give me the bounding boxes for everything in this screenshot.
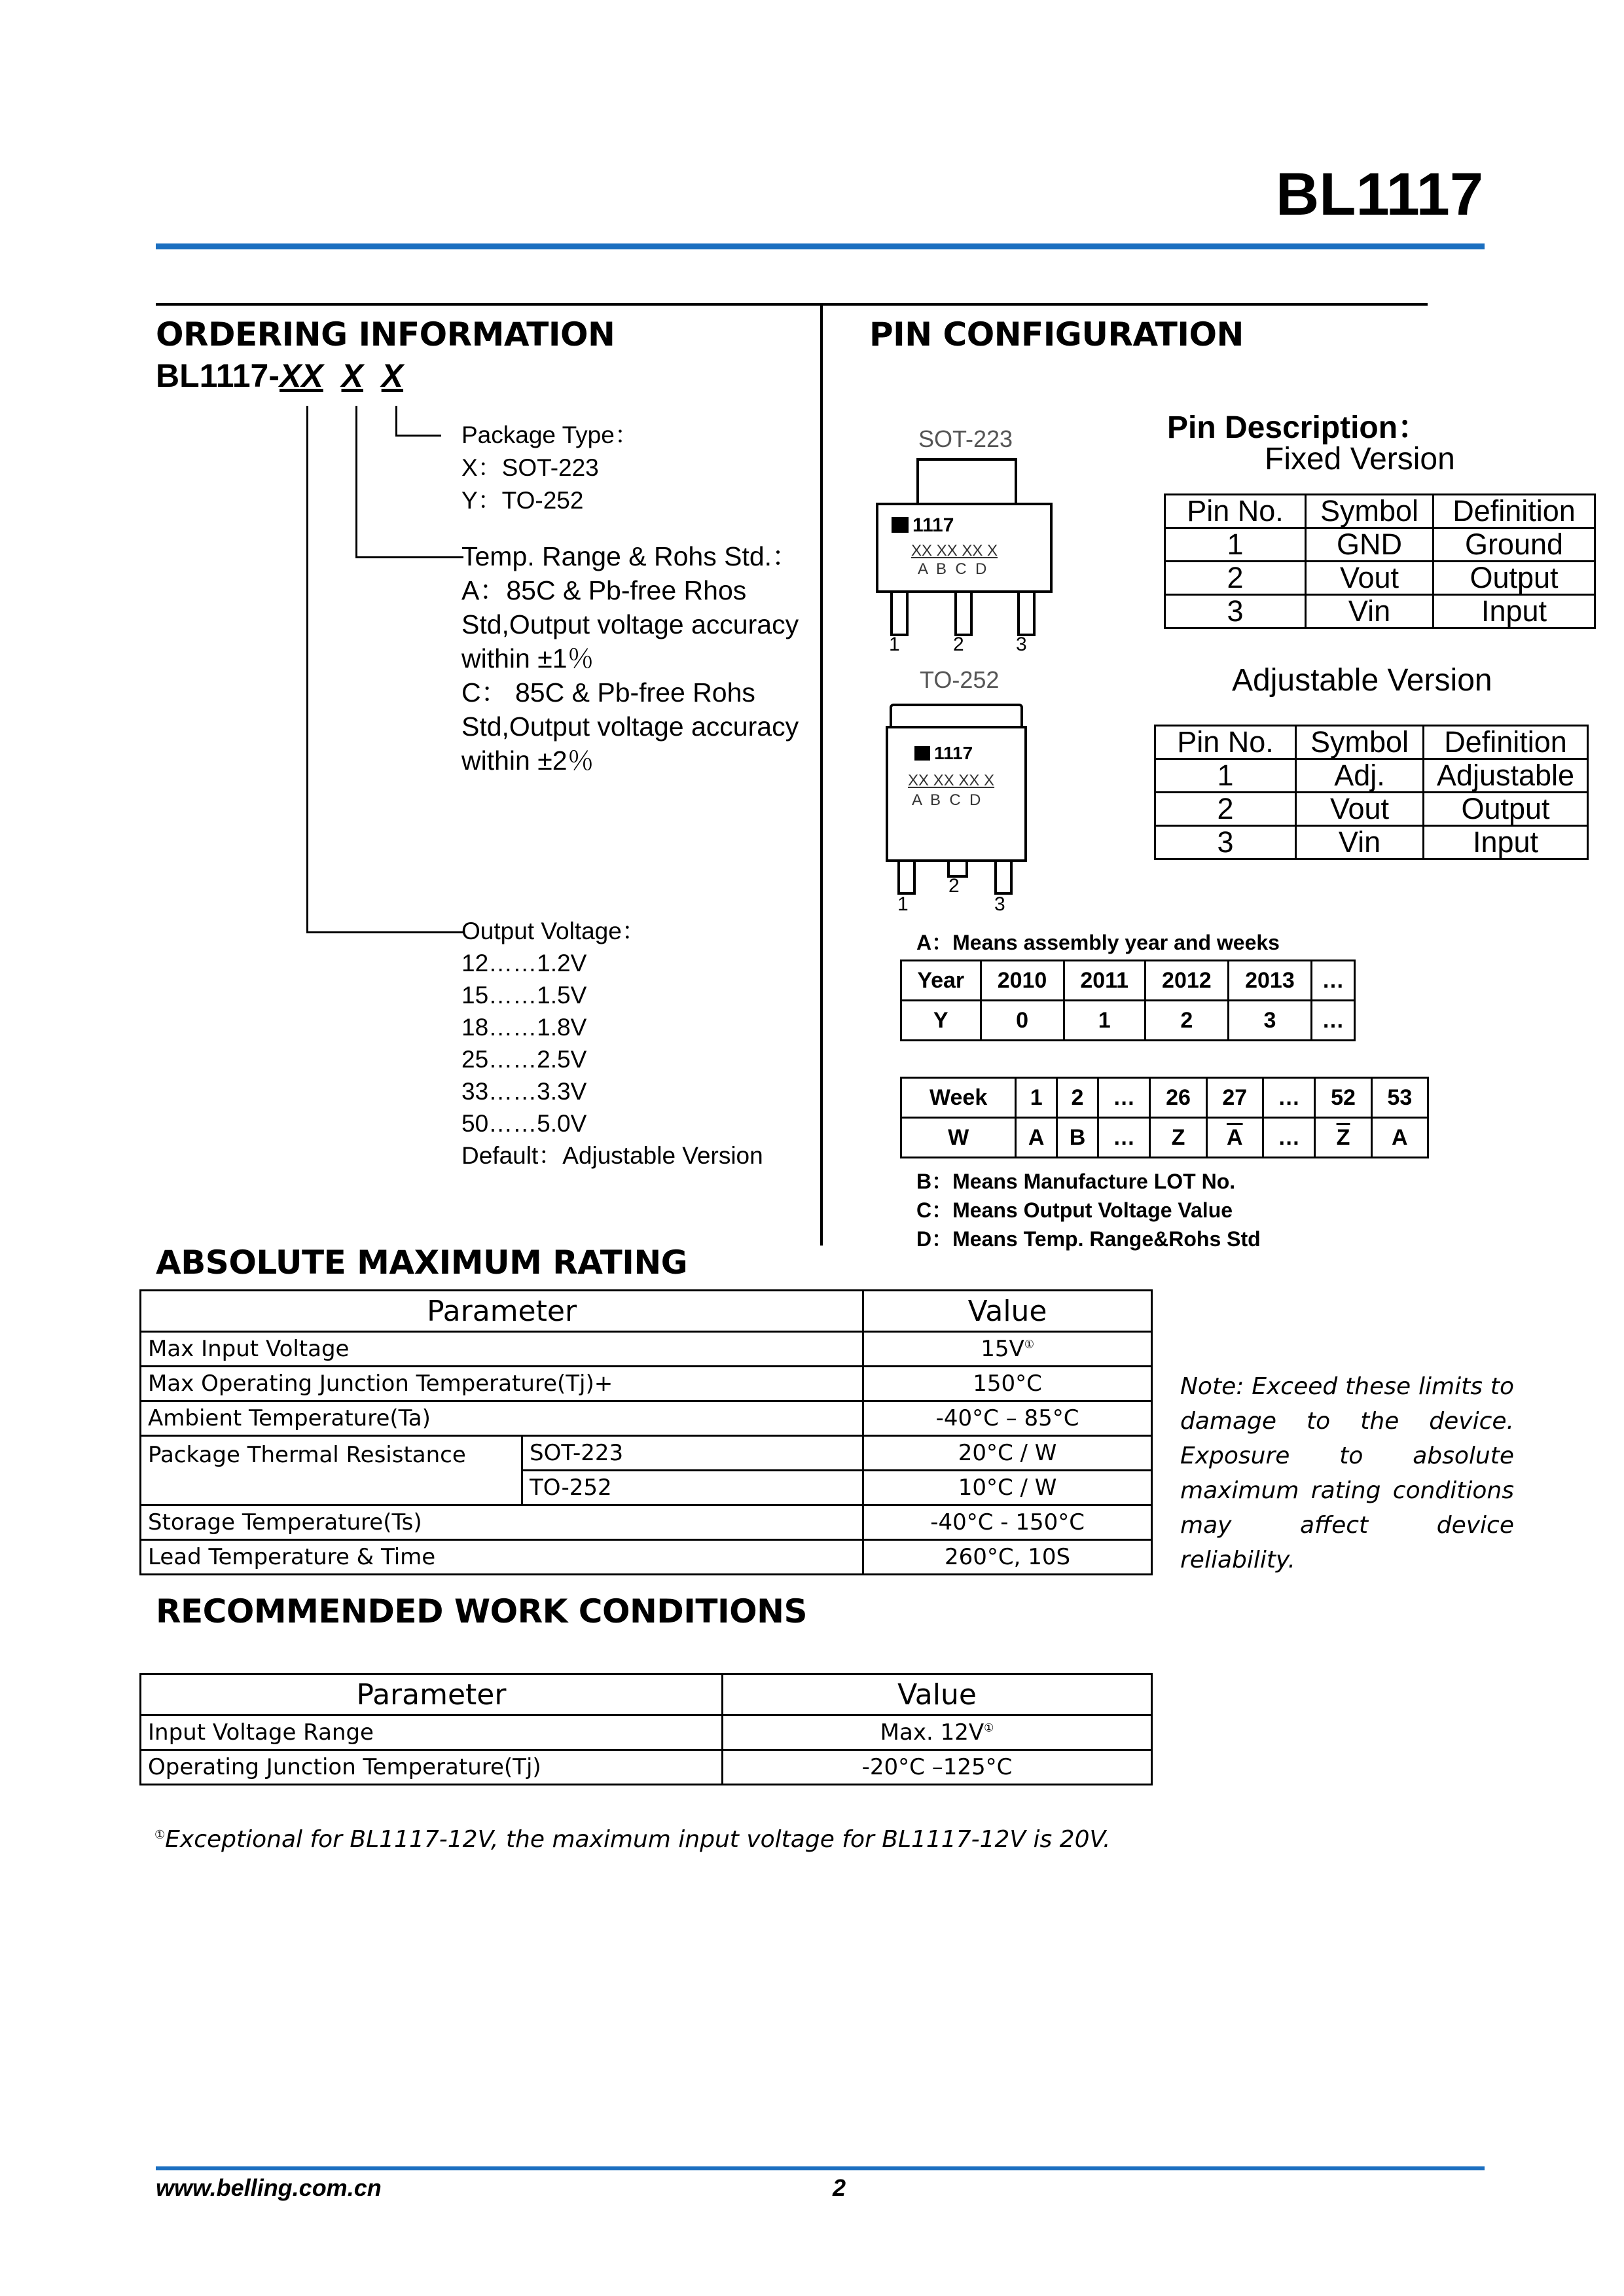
output-voltage-line: 12……1.2V <box>461 950 587 977</box>
table-row <box>141 1367 1152 1401</box>
table-cell: 2 <box>1165 562 1306 595</box>
adjustable-version-title: Adjustable Version <box>1232 663 1492 698</box>
marking-note-a: A：Means assembly year and weeks <box>916 931 1280 954</box>
table-row <box>901 1118 1428 1158</box>
page-number: 2 <box>833 2174 846 2201</box>
table-cell: Lead Temperature & Time <box>141 1540 863 1575</box>
pin-description-title: Pin Description： <box>1167 410 1430 445</box>
table-row <box>141 1505 1152 1540</box>
table-cell: A <box>1371 1118 1428 1158</box>
table-cell: Input Voltage Range <box>141 1715 723 1750</box>
table-cell: Year <box>901 961 981 1001</box>
table-row <box>1165 595 1595 628</box>
output-voltage-line: 33……3.3V <box>461 1078 587 1105</box>
week-code-table <box>900 1077 1429 1158</box>
table-row <box>1155 793 1588 826</box>
to252-chip-model: 1117 <box>934 743 973 763</box>
sot223-chip-text <box>892 514 954 537</box>
table-cell: Vout <box>1296 793 1424 826</box>
footer-website-link[interactable]: www.belling.com.cn <box>156 2174 382 2201</box>
sot223-label: SOT-223 <box>918 425 1013 452</box>
footnote-mark: ① <box>1024 1338 1034 1352</box>
table-cell: Vin <box>1306 595 1434 628</box>
table-cell: Output <box>1434 562 1595 595</box>
table-cell: $\overline{Z}$ <box>1315 1118 1371 1158</box>
table-cell: 2 <box>1057 1078 1098 1118</box>
table-cell: 2010 <box>981 961 1064 1001</box>
table-cell: 150°C <box>863 1367 1152 1401</box>
table-cell: Vout <box>1306 562 1434 595</box>
table-row <box>901 961 1355 1001</box>
abs-max-table <box>139 1289 1153 1575</box>
sot223-pin-number: 2 <box>953 634 964 655</box>
to252-chip-code: XX XX XX X <box>908 772 995 789</box>
table-cell: 1 <box>1165 528 1306 562</box>
table-row <box>901 1001 1355 1041</box>
pin-config-heading: PIN CONFIGURATION <box>869 315 1244 353</box>
output-voltage-line: 25……2.5V <box>461 1046 587 1073</box>
column-header: Symbol <box>1306 495 1434 528</box>
column-header: Definition <box>1434 495 1595 528</box>
table-cell: Z <box>1150 1118 1206 1158</box>
column-header: Value <box>863 1291 1152 1332</box>
table-row <box>1155 759 1588 793</box>
table-cell: Adjustable <box>1424 759 1588 793</box>
output-voltage-list <box>461 915 763 1172</box>
table-cell: 3 <box>1228 1001 1311 1041</box>
value-text: Max. 12V <box>880 1719 984 1746</box>
temp-range-line: Temp. Range & Rohs Std.： <box>461 541 799 571</box>
belling-logo-icon <box>892 517 909 533</box>
package-type-line: Y：TO-252 <box>461 487 584 514</box>
table-cell: -40°C – 85°C <box>863 1401 1152 1436</box>
table-cell: … <box>1311 1001 1354 1041</box>
table-cell: 260°C, 10S <box>863 1540 1152 1575</box>
column-divider <box>820 303 823 1246</box>
footnote-text: Exceptional for BL1117-12V, the maximum input voltage for BL1117-12V is 20V. <box>165 1826 1111 1853</box>
part-number-title: BL1117 <box>1275 161 1483 228</box>
table-cell: -20°C –125°C <box>723 1750 1152 1785</box>
table-cell: 1 <box>1016 1078 1057 1118</box>
column-header: Parameter <box>141 1674 723 1715</box>
package-type-line: Package Type： <box>461 422 639 448</box>
table-cell: 26 <box>1150 1078 1206 1118</box>
tree-line-temp <box>355 406 357 558</box>
rec-table <box>139 1673 1153 1785</box>
table-cell: Storage Temperature(Ts) <box>141 1505 863 1540</box>
table-cell: … <box>1311 961 1354 1001</box>
tree-line-voltage <box>306 406 308 933</box>
marking-note-b: B：Means Manufacture LOT No. <box>916 1170 1236 1193</box>
table-cell: 20°C / W <box>863 1436 1152 1471</box>
marking-note-d: D：Means Temp. Range&Rohs Std <box>916 1227 1261 1251</box>
temp-range-line: within ±2％ <box>461 745 594 776</box>
table-cell: Operating Junction Temperature(Tj) <box>141 1750 723 1785</box>
table-cell: $\overline{A}$ <box>1206 1118 1263 1158</box>
column-header: Value <box>723 1674 1152 1715</box>
sot223-pin-2 <box>954 592 973 636</box>
table-cell: 2 <box>1145 1001 1228 1041</box>
temp-range-line: Std,Output voltage accuracy <box>461 711 799 742</box>
output-voltage-line: Default：Adjustable Version <box>461 1142 763 1169</box>
table-cell: Ambient Temperature(Ta) <box>141 1401 863 1436</box>
value-text: 15V <box>981 1336 1024 1362</box>
temp-range-line: within ±1％ <box>461 643 594 673</box>
marking-note-c: C：Means Output Voltage Value <box>916 1198 1233 1222</box>
table-row <box>141 1750 1152 1785</box>
table-cell: Week <box>901 1078 1016 1118</box>
table-cell: … <box>1098 1118 1150 1158</box>
table-cell: 2 <box>1155 793 1296 826</box>
table-header-row <box>141 1674 1152 1715</box>
footer-rule <box>156 2166 1485 2170</box>
temp-range-line: Std,Output voltage accuracy <box>461 609 799 639</box>
table-cell: -40°C - 150°C <box>863 1505 1152 1540</box>
column-header: Parameter <box>141 1291 863 1332</box>
table-cell: TO-252 <box>522 1471 863 1505</box>
belling-logo-icon <box>914 746 930 761</box>
table-row <box>141 1540 1152 1575</box>
temp-range-line: A：85C & Pb-free Rhos <box>461 575 747 605</box>
ordering-code-prefix: BL1117- <box>156 357 280 394</box>
tree-line-package <box>395 406 397 436</box>
package-type-list <box>461 419 639 517</box>
tree-branch-package <box>395 435 441 437</box>
ordering-code <box>156 357 403 395</box>
ordering-code-x1: X <box>341 357 363 394</box>
table-row <box>1165 528 1595 562</box>
table-cell: Max Operating Junction Temperature(Tj)+ <box>141 1367 863 1401</box>
table-row <box>141 1332 1152 1367</box>
table-cell: 1 <box>1064 1001 1145 1041</box>
sot223-body <box>876 503 1053 593</box>
footnote <box>154 1826 1110 1853</box>
to252-package-drawing <box>886 704 1030 920</box>
table-cell: Adj. <box>1296 759 1424 793</box>
column-header: Definition <box>1424 726 1588 759</box>
temp-range-line: C： 85C & Pb-free Rohs <box>461 677 755 708</box>
table-cell: Ground <box>1434 528 1595 562</box>
to252-pin-number: 2 <box>948 875 960 897</box>
table-cell: A <box>1016 1118 1057 1158</box>
fixed-version-title: Fixed Version <box>1265 442 1455 476</box>
column-header: Symbol <box>1296 726 1424 759</box>
table-cell: 3 <box>1155 826 1296 859</box>
table-cell: Output <box>1424 793 1588 826</box>
table-header-row <box>1155 726 1588 759</box>
footnote-mark: ① <box>984 1721 994 1735</box>
fixed-pin-table <box>1164 493 1596 629</box>
table-row <box>901 1078 1428 1118</box>
sot223-pin-1 <box>890 592 909 636</box>
sot223-chip-letters: A B C D <box>918 560 987 578</box>
table-cell: 53 <box>1371 1078 1428 1118</box>
table-cell: … <box>1098 1078 1150 1118</box>
table-cell: W <box>901 1118 1016 1158</box>
table-cell: SOT-223 <box>522 1436 863 1471</box>
table-cell: 0 <box>981 1001 1064 1041</box>
table-cell: 1 <box>1155 759 1296 793</box>
table-cell: GND <box>1306 528 1434 562</box>
table-row <box>141 1401 1152 1436</box>
to252-pin-number: 3 <box>994 893 1005 915</box>
sot223-pin-number: 3 <box>1016 634 1027 655</box>
sot223-package-drawing <box>876 458 1053 661</box>
table-cell <box>863 1332 1152 1367</box>
ordering-code-xx: XX <box>280 357 323 394</box>
table-cell: Max Input Voltage <box>141 1332 863 1367</box>
year-code-table <box>900 960 1356 1041</box>
table-cell: Package Thermal Resistance <box>141 1436 522 1505</box>
temp-range-list <box>461 539 799 778</box>
section-top-rule <box>156 303 1428 306</box>
sot223-pin-3 <box>1017 592 1036 636</box>
tree-branch-temp <box>355 556 463 558</box>
adjustable-pin-table <box>1154 725 1589 860</box>
sot223-pin-number: 1 <box>889 634 900 655</box>
table-row <box>1165 562 1595 595</box>
table-cell <box>723 1715 1152 1750</box>
sot223-chip-code: XX XX XX X <box>911 542 998 560</box>
footnote-mark: ① <box>154 1828 166 1842</box>
table-cell: 2012 <box>1145 961 1228 1001</box>
package-type-line: X：SOT-223 <box>461 454 599 481</box>
table-row <box>141 1715 1152 1750</box>
table-cell: 10°C / W <box>863 1471 1152 1505</box>
table-row <box>141 1436 1152 1471</box>
table-cell: B <box>1057 1118 1098 1158</box>
header-rule <box>156 243 1485 249</box>
sot223-tab <box>916 458 1017 507</box>
column-header: Pin No. <box>1165 495 1306 528</box>
output-voltage-line: 18……1.8V <box>461 1014 587 1041</box>
table-cell: 27 <box>1206 1078 1263 1118</box>
ordering-code-x2: X <box>381 357 404 394</box>
table-cell: 52 <box>1315 1078 1371 1118</box>
abs-max-note: Note: Exceed these limits to damage to the device. Exposure to absolute maximum rating conditions may affect device reliability. <box>1180 1373 1514 1573</box>
table-header-row <box>1165 495 1595 528</box>
to252-label: TO-252 <box>920 666 1000 693</box>
rec-heading: RECOMMENDED WORK CONDITIONS <box>156 1592 807 1630</box>
table-cell: Input <box>1434 595 1595 628</box>
table-cell: Y <box>901 1001 981 1041</box>
abs-max-heading: ABSOLUTE MAXIMUM RATING <box>156 1244 688 1282</box>
table-cell: 2013 <box>1228 961 1311 1001</box>
to252-body <box>886 726 1027 862</box>
to252-chip-text <box>914 743 973 764</box>
table-cell: … <box>1263 1078 1315 1118</box>
table-row <box>1155 826 1588 859</box>
table-cell: Vin <box>1296 826 1424 859</box>
to252-pin-1 <box>897 861 916 895</box>
to252-chip-letters: A B C D <box>912 791 981 809</box>
output-voltage-line: 50……5.0V <box>461 1110 587 1137</box>
to252-pin-number: 1 <box>897 893 909 915</box>
tree-branch-voltage <box>306 931 463 933</box>
ordering-heading: ORDERING INFORMATION <box>156 315 615 353</box>
table-cell: 2011 <box>1064 961 1145 1001</box>
to252-pin-3 <box>994 861 1013 895</box>
table-cell: Input <box>1424 826 1588 859</box>
output-voltage-line: Output Voltage： <box>461 918 646 944</box>
column-header: Pin No. <box>1155 726 1296 759</box>
table-cell: … <box>1263 1118 1315 1158</box>
sot223-chip-model: 1117 <box>912 514 954 536</box>
table-cell: 3 <box>1165 595 1306 628</box>
table-header-row <box>141 1291 1152 1332</box>
output-voltage-line: 15……1.5V <box>461 982 587 1009</box>
